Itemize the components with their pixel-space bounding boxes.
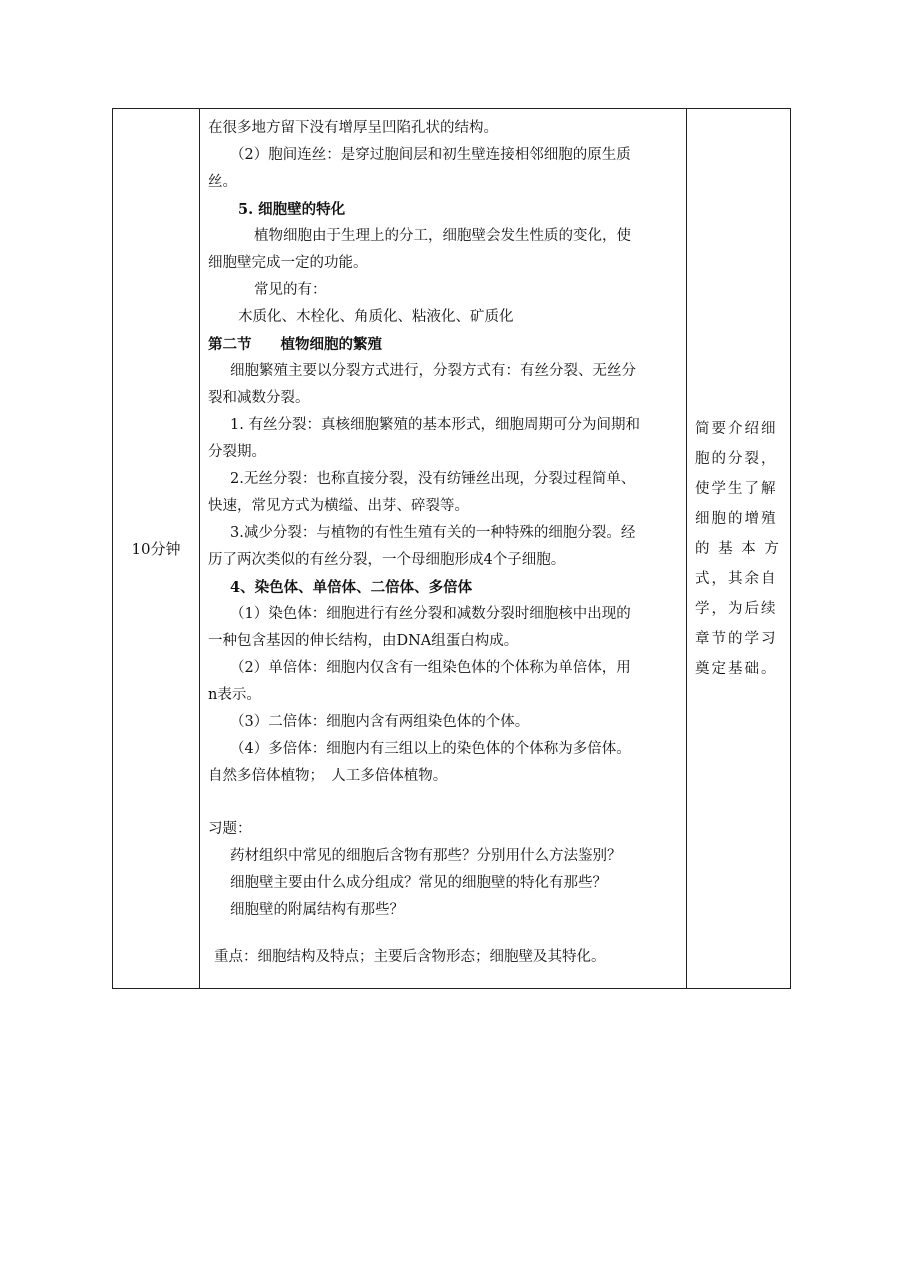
content-line: 细胞壁主要由什么成分组成？常见的细胞壁的特化有那些？ (230, 875, 607, 891)
content-line: 药材组织中常见的细胞后含物有那些？分别用什么方法鉴别？ (230, 848, 622, 864)
note-line: 的 基 本 方 (695, 540, 781, 557)
content-line: 重点：细胞结构及特点；主要后含物形态；细胞壁及其特化。 (214, 949, 606, 965)
content-line: n表示。 (208, 687, 261, 703)
time-cell (113, 109, 200, 989)
content-line: 5. 细胞壁的特化 (238, 201, 346, 218)
note-line: 细胞的增殖 (695, 510, 778, 527)
note-line: 简要介绍细 (695, 420, 778, 437)
content-cell (200, 109, 687, 989)
spacer (208, 924, 678, 944)
content-line: 细胞壁的附属结构有那些？ (230, 902, 404, 918)
note-line: 学，为后续 (695, 600, 778, 617)
note-cell (687, 109, 791, 989)
note-line: 章节的学习 (695, 630, 778, 647)
note-line: 奠定基础。 (695, 660, 778, 677)
content-line: （2）单倍体：细胞内仅含有一组染色体的个体称为单倍体，用 (230, 660, 631, 676)
time-label: 10分钟 (131, 540, 181, 558)
content-line: 一种包含基因的伸长结构，由DNA组蛋白构成。 (208, 633, 519, 649)
content-line: 在很多地方留下没有增厚呈凹陷孔状的结构。 (208, 120, 498, 136)
note-line: 使学生了解 (695, 480, 778, 497)
content-line: 2.无丝分裂：也称直接分裂，没有纺锤丝出现，分裂过程简单、 (230, 471, 636, 487)
content-line: 常见的有： (254, 282, 327, 298)
content-line: 历了两次类似的有丝分裂，一个母细胞形成4个子细胞。 (208, 552, 566, 568)
note-text (687, 414, 790, 684)
content-line: 分裂期。 (208, 444, 266, 460)
content-line: 习题： (208, 821, 252, 837)
table-row (113, 109, 791, 989)
content-line: 4、染色体、单倍体、二倍体、多倍体 (230, 579, 473, 596)
content-line: 丝。 (208, 174, 237, 190)
content-line: 第二节 植物细胞的繁殖 (208, 336, 382, 353)
content-line: 快速，常见方式为横缢、出芽、碎裂等。 (208, 498, 469, 514)
content-line: （4）多倍体：细胞内有三组以上的染色体的个体称为多倍体。 (230, 741, 631, 757)
lesson-plan-table (112, 108, 791, 989)
content-line: （3）二倍体：细胞内含有两组染色体的个体。 (230, 714, 530, 730)
content-line: （1）染色体：细胞进行有丝分裂和减数分裂时细胞核中出现的 (230, 606, 631, 622)
content-line: 细胞繁殖主要以分裂方式进行，分裂方式有：有丝分裂、无丝分 (230, 363, 636, 379)
content-line: 3.减少分裂：与植物的有性生殖有关的一种特殊的细胞分裂。经 (230, 525, 636, 541)
content-line: 细胞壁完成一定的功能。 (208, 255, 368, 271)
content-text (200, 109, 686, 971)
content-line: 1. 有丝分裂：真核细胞繁殖的基本形式，细胞周期可分为间期和 (230, 417, 640, 433)
content-line: 木质化、木栓化、角质化、粘液化、矿质化 (238, 309, 514, 325)
content-line: 裂和减数分裂。 (208, 390, 310, 406)
spacer (208, 790, 678, 816)
content-line: 植物细胞由于生理上的分工，细胞壁会发生性质的变化，使 (254, 228, 631, 244)
note-line: 式，其余自 (695, 570, 778, 587)
note-line: 胞的分裂， (695, 450, 778, 467)
content-line: （2）胞间连丝：是穿过胞间层和初生壁连接相邻细胞的原生质 (230, 147, 631, 163)
content-line: 自然多倍体植物； 人工多倍体植物。 (208, 768, 448, 784)
